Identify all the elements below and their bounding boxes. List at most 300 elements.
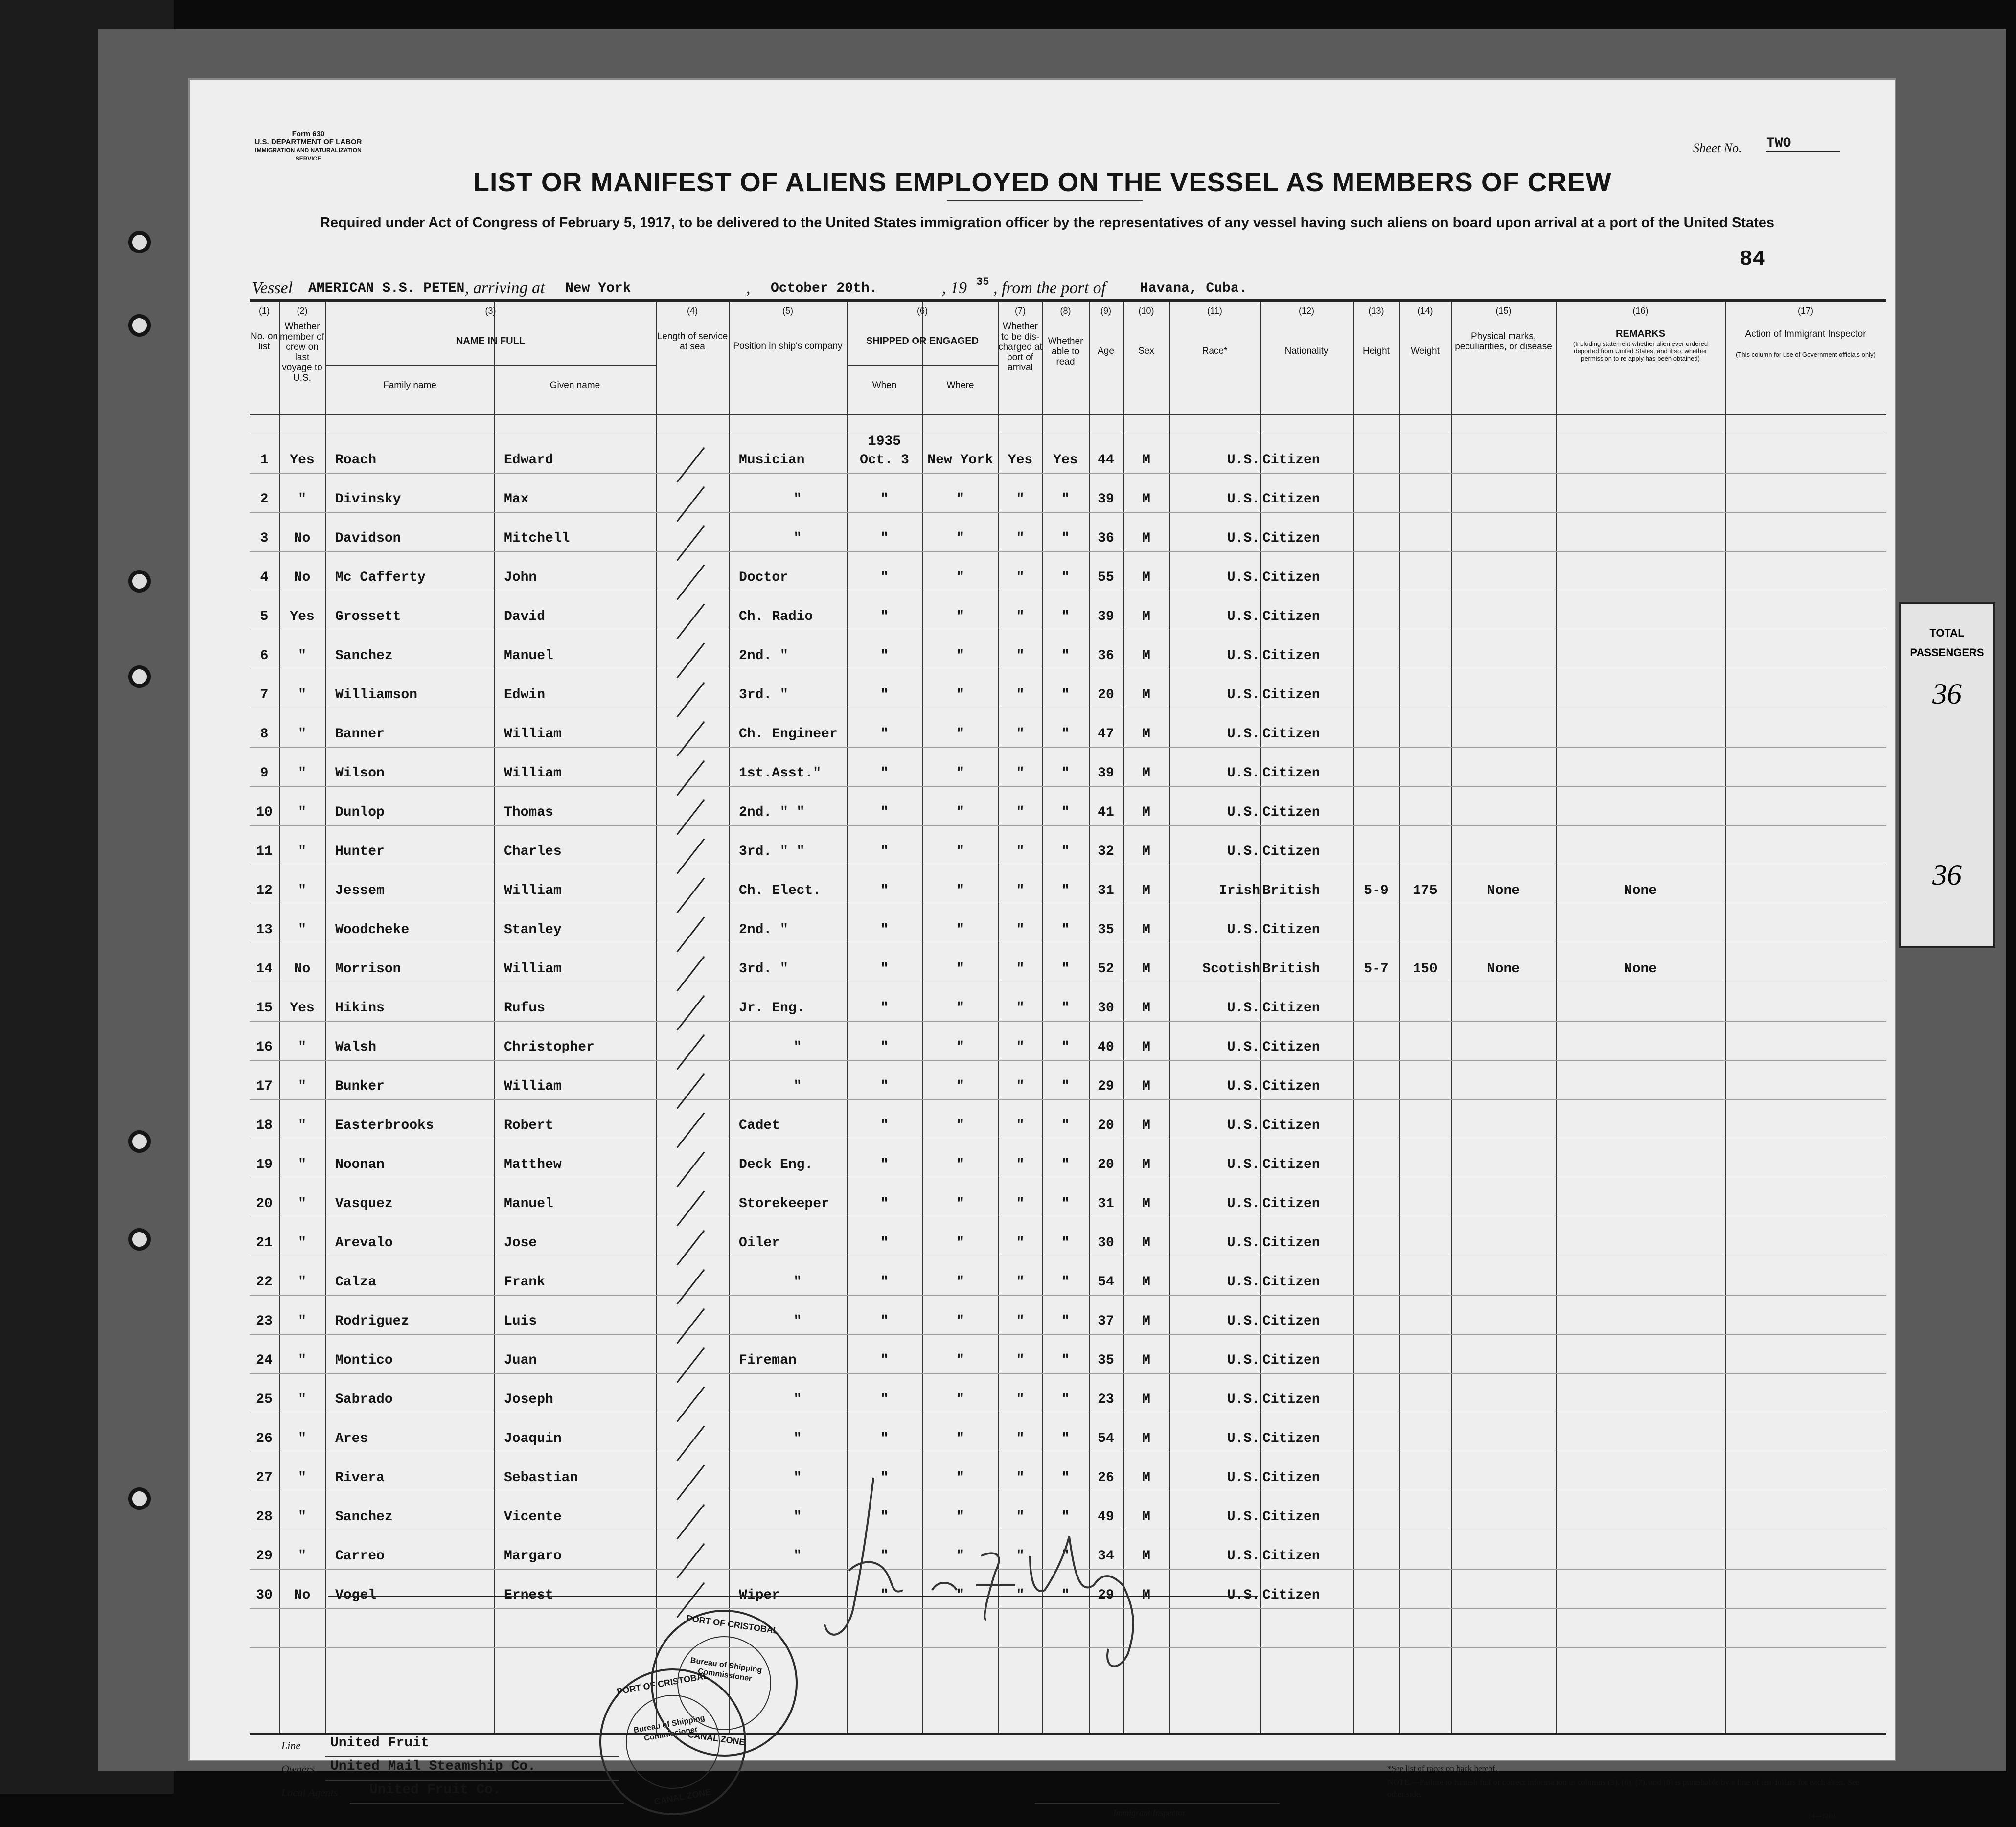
column-number: (3) <box>485 306 496 316</box>
shipped-when: " <box>880 961 889 977</box>
family-name: Hikins <box>335 1001 385 1016</box>
position: " <box>793 1314 802 1329</box>
owners-label: Owners <box>281 1763 315 1775</box>
table-row <box>250 1353 1886 1372</box>
table-row <box>250 609 1886 629</box>
position: Deck Eng. <box>739 1157 813 1172</box>
from-label: , from the port of <box>993 279 1106 297</box>
table-row <box>250 1040 1886 1059</box>
seal-ring-bottom: CANAL ZONE <box>687 1729 746 1747</box>
shipped-where: " <box>956 1118 964 1133</box>
sex: M <box>1142 1157 1150 1172</box>
table-row <box>250 1118 1886 1138</box>
sex: M <box>1142 883 1150 898</box>
family-name: Williamson <box>335 687 418 703</box>
vessel-value: AMERICAN S.S. PETEN <box>308 281 465 296</box>
age: 44 <box>1098 453 1114 468</box>
able-to-read: " <box>1061 922 1070 937</box>
discharged: " <box>1016 1001 1025 1016</box>
sex: M <box>1142 1588 1150 1603</box>
member-last-voyage: " <box>298 1509 306 1525</box>
given-name: Stanley <box>504 922 562 937</box>
row-number: 28 <box>256 1509 273 1525</box>
member-last-voyage: " <box>298 492 306 507</box>
discharged: " <box>1016 687 1025 703</box>
position: Storekeeper <box>739 1196 829 1211</box>
row-rule <box>250 1334 1886 1335</box>
length-slash-mark <box>677 1387 705 1422</box>
title-rule <box>947 200 1143 201</box>
family-name: Rodriguez <box>335 1314 410 1329</box>
row-number: 15 <box>256 1001 273 1016</box>
sex: M <box>1142 1040 1150 1055</box>
position: " <box>793 531 802 546</box>
manifest-sheet <box>188 78 1896 1820</box>
shipped-where: " <box>956 609 964 624</box>
member-last-voyage: No <box>294 531 311 546</box>
given-name: William <box>504 766 562 781</box>
arriving-value: New York <box>565 281 631 296</box>
length-slash-mark <box>677 1191 705 1227</box>
able-to-read: " <box>1061 1118 1070 1133</box>
able-to-read: " <box>1061 727 1070 742</box>
family-name: Sanchez <box>335 648 393 663</box>
row-rule <box>250 1060 1886 1061</box>
row-rule <box>250 473 1886 474</box>
age: 26 <box>1098 1470 1114 1485</box>
header-age: Age <box>1098 346 1114 356</box>
race: U.S. <box>1227 687 1260 703</box>
position: 3rd. " <box>739 687 788 703</box>
position: " <box>793 1431 802 1446</box>
table-row <box>250 1314 1886 1333</box>
shipped-where: " <box>956 1314 964 1329</box>
table-row <box>250 453 1886 472</box>
punch-hole <box>128 665 151 688</box>
family-name: Hunter <box>335 844 385 859</box>
discharged: " <box>1016 1157 1025 1172</box>
nationality: Citizen <box>1262 1588 1320 1603</box>
length-slash-mark <box>677 1230 705 1266</box>
sex: M <box>1142 1353 1150 1368</box>
row-rule <box>250 1373 1886 1374</box>
able-to-read: " <box>1061 1001 1070 1016</box>
sex: M <box>1142 727 1150 742</box>
age: 29 <box>1098 1079 1114 1094</box>
race: U.S. <box>1227 453 1260 468</box>
shipped-when: " <box>880 1549 889 1564</box>
race: U.S. <box>1227 805 1260 820</box>
member-last-voyage: " <box>298 766 306 781</box>
able-to-read: " <box>1061 1275 1070 1290</box>
shipped-when: " <box>880 1235 889 1251</box>
family-name: Mc Cafferty <box>335 570 426 585</box>
punch-hole <box>128 314 151 337</box>
service-name: IMMIGRATION AND NATURALIZATION SERVICE <box>255 147 362 162</box>
shipped-where: " <box>956 1235 964 1251</box>
header-position: Position in ship's company <box>733 341 843 351</box>
race: U.S. <box>1227 1509 1260 1525</box>
arriving-label: , arriving at <box>465 279 545 297</box>
family-name: Arevalo <box>335 1235 393 1251</box>
row-number: 5 <box>260 609 269 624</box>
member-last-voyage: " <box>298 648 306 663</box>
age: 47 <box>1098 727 1114 742</box>
member-last-voyage: " <box>298 922 306 937</box>
position: Ch. Radio <box>739 609 813 624</box>
age: 39 <box>1098 609 1114 624</box>
shipped-where: " <box>956 1196 964 1211</box>
family-name: Divinsky <box>335 492 401 507</box>
length-slash-mark <box>677 1543 705 1579</box>
header-sub-rule <box>847 365 998 366</box>
able-to-read: " <box>1061 609 1070 624</box>
row-number: 26 <box>256 1431 273 1446</box>
column-number: (16) <box>1632 306 1649 316</box>
age: 41 <box>1098 805 1114 820</box>
position: Ch. Elect. <box>739 883 822 898</box>
family-name: Sanchez <box>335 1509 393 1525</box>
sex: M <box>1142 1549 1150 1564</box>
member-last-voyage: Yes <box>290 609 315 624</box>
shipped-when: " <box>880 492 889 507</box>
given-name: Sebastian <box>504 1470 578 1485</box>
shipped-where: " <box>956 1001 964 1016</box>
able-to-read: " <box>1061 1157 1070 1172</box>
header-sub-rule <box>325 365 656 366</box>
member-last-voyage: " <box>298 1040 306 1055</box>
column-number: (10) <box>1138 306 1154 316</box>
position: 2nd. " <box>739 922 788 937</box>
sex: M <box>1142 453 1150 468</box>
race: U.S. <box>1227 648 1260 663</box>
sex: M <box>1142 1431 1150 1446</box>
length-slash-mark <box>677 917 705 953</box>
position: " <box>793 1079 802 1094</box>
race: U.S. <box>1227 727 1260 742</box>
nationality: Citizen <box>1262 1509 1320 1525</box>
length-slash-mark <box>677 682 705 718</box>
punch-hole <box>128 570 151 593</box>
race: U.S. <box>1227 1314 1260 1329</box>
nationality: Citizen <box>1262 727 1320 742</box>
form-identifier <box>252 130 365 163</box>
given-name: William <box>504 1079 562 1094</box>
race: U.S. <box>1227 1157 1260 1172</box>
line-label: Line <box>281 1739 301 1752</box>
family-name: Walsh <box>335 1040 377 1055</box>
shipped-where: " <box>956 805 964 820</box>
nationality: Citizen <box>1262 1157 1320 1172</box>
nationality: Citizen <box>1262 1040 1320 1055</box>
shipped-where: " <box>956 1549 964 1564</box>
nationality: Citizen <box>1262 1275 1320 1290</box>
able-to-read: " <box>1061 766 1070 781</box>
shipped-when: " <box>880 1509 889 1525</box>
length-slash-mark <box>677 1073 705 1109</box>
header-name-in-full: NAME IN FULL <box>456 336 526 346</box>
header-discharged: Whether to be dis-charged at port of arrival <box>998 321 1042 373</box>
able-to-read: " <box>1061 531 1070 546</box>
shipped-when: " <box>880 883 889 898</box>
able-to-read: " <box>1061 1040 1070 1055</box>
able-to-read: Yes <box>1053 453 1078 468</box>
member-last-voyage: " <box>298 1118 306 1133</box>
member-last-voyage: " <box>298 727 306 742</box>
position: Musician <box>739 453 805 468</box>
header-action-note: (This column for use of Government officials only) <box>1736 351 1876 358</box>
position: 3rd. " <box>739 961 788 977</box>
discharged: " <box>1016 1431 1025 1446</box>
nationality: Citizen <box>1262 648 1320 663</box>
shipped-when: " <box>880 1196 889 1211</box>
sex: M <box>1142 1196 1150 1211</box>
inspector-signature <box>820 1458 1162 1678</box>
family-name: Vasquez <box>335 1196 393 1211</box>
column-number: (7) <box>1015 306 1026 316</box>
family-name: Montico <box>335 1353 393 1368</box>
nationality: Citizen <box>1262 1001 1320 1016</box>
age: 20 <box>1098 687 1114 703</box>
age: 39 <box>1098 492 1114 507</box>
punch-hole <box>128 231 151 253</box>
header-nationality: Nationality <box>1284 346 1329 356</box>
shipped-when: " <box>880 1275 889 1290</box>
shipped-where: " <box>956 883 964 898</box>
line-underline <box>325 1756 619 1757</box>
sex: M <box>1142 1314 1150 1329</box>
member-last-voyage: " <box>298 1235 306 1251</box>
given-name: Vicente <box>504 1509 562 1525</box>
member-last-voyage: " <box>298 844 306 859</box>
from-value: Havana, Cuba. <box>1140 281 1247 296</box>
discharged: " <box>1016 1118 1025 1133</box>
position: 2nd. " <box>739 648 788 663</box>
length-slash-mark <box>677 799 705 835</box>
table-row <box>250 1079 1886 1098</box>
seal-ring-bottom: CANAL ZONE <box>653 1787 712 1807</box>
member-last-voyage: " <box>298 1431 306 1446</box>
family-name: Ares <box>335 1431 368 1446</box>
age: 55 <box>1098 570 1114 585</box>
age: 39 <box>1098 766 1114 781</box>
position: " <box>793 1549 802 1564</box>
family-name: Rivera <box>335 1470 385 1485</box>
discharged: " <box>1016 531 1025 546</box>
able-to-read: " <box>1061 961 1070 977</box>
age: 35 <box>1098 922 1114 937</box>
member-last-voyage: Yes <box>290 453 315 468</box>
age: 30 <box>1098 1001 1114 1016</box>
discharged: " <box>1016 1314 1025 1329</box>
shipped-when: " <box>880 570 889 585</box>
family-name: Woodcheke <box>335 922 410 937</box>
discharged: " <box>1016 1353 1025 1368</box>
member-last-voyage: No <box>294 1588 311 1603</box>
sex: M <box>1142 961 1150 977</box>
length-slash-mark <box>677 1465 705 1501</box>
remarks: None <box>1624 883 1657 898</box>
able-to-read: " <box>1061 1079 1070 1094</box>
table-row <box>250 961 1886 981</box>
family-name: Carreo <box>335 1549 385 1564</box>
able-to-read: " <box>1061 805 1070 820</box>
column-number: (11) <box>1207 306 1222 316</box>
sex: M <box>1142 1118 1150 1133</box>
total-passengers-label: TOTAL PASSENGERS <box>1910 627 1984 659</box>
table-row <box>250 570 1886 590</box>
row-rule <box>250 747 1886 748</box>
row-number: 23 <box>256 1314 273 1329</box>
row-number: 11 <box>256 844 273 859</box>
given-name: Frank <box>504 1275 546 1290</box>
shipped-where: " <box>956 1353 964 1368</box>
column-number: (9) <box>1100 306 1111 316</box>
column-number: (8) <box>1060 306 1071 316</box>
age: 23 <box>1098 1392 1114 1407</box>
given-name: Robert <box>504 1118 553 1133</box>
nationality: Citizen <box>1262 1431 1320 1446</box>
able-to-read: " <box>1061 648 1070 663</box>
family-name: Noonan <box>335 1157 385 1172</box>
table-row <box>250 1235 1886 1255</box>
shipped-when: " <box>880 1001 889 1016</box>
sex: M <box>1142 492 1150 507</box>
shipped-when: " <box>880 609 889 624</box>
able-to-read: " <box>1061 1470 1070 1485</box>
table-row <box>250 727 1886 746</box>
discharged: " <box>1016 883 1025 898</box>
given-name: Manuel <box>504 648 553 663</box>
shipped-when: " <box>880 648 889 663</box>
discharged: " <box>1016 1588 1025 1603</box>
table-row <box>250 1275 1886 1294</box>
shipped-where: " <box>956 648 964 663</box>
header-given-name: Given name <box>550 380 600 390</box>
sex: M <box>1142 1001 1150 1016</box>
shipped-when: " <box>880 1470 889 1485</box>
able-to-read: " <box>1061 1509 1070 1525</box>
age: 32 <box>1098 844 1114 859</box>
discharged: " <box>1016 727 1025 742</box>
member-last-voyage: " <box>298 1314 306 1329</box>
sex: M <box>1142 1275 1150 1290</box>
family-name: Jessem <box>335 883 385 898</box>
nationality: Citizen <box>1262 531 1320 546</box>
length-slash-mark <box>677 1426 705 1462</box>
table-row <box>250 805 1886 824</box>
shipped-where: " <box>956 844 964 859</box>
length-slash-mark <box>677 1152 705 1188</box>
able-to-read: " <box>1061 687 1070 703</box>
weight: 150 <box>1413 961 1438 977</box>
header-member-last-voyage: Whether member of crew on last voyage to U.S. <box>280 321 324 383</box>
agents-underline <box>350 1803 624 1804</box>
shipped-where: " <box>956 531 964 546</box>
inspector-underline <box>1035 1803 1280 1804</box>
member-last-voyage: No <box>294 961 311 977</box>
member-last-voyage: Yes <box>290 1001 315 1016</box>
seal-center: Bureau of Shipping Commissioner <box>633 1714 706 1743</box>
race: Scotish <box>1202 961 1260 977</box>
year-value: 35 <box>976 276 989 288</box>
position: " <box>793 1040 802 1055</box>
weight: 175 <box>1413 883 1438 898</box>
nationality: British <box>1262 961 1320 977</box>
able-to-read: " <box>1061 1235 1070 1251</box>
age: 40 <box>1098 1040 1114 1055</box>
age: 35 <box>1098 1353 1114 1368</box>
year-prefix: , 19 <box>942 279 967 297</box>
row-rule <box>250 825 1886 826</box>
discharged: " <box>1016 922 1025 937</box>
given-name: William <box>504 883 562 898</box>
shipped-where: " <box>956 1040 964 1055</box>
race: U.S. <box>1227 922 1260 937</box>
race: U.S. <box>1227 609 1260 624</box>
shipped-when: " <box>880 1314 889 1329</box>
position: 1st.Asst." <box>739 766 822 781</box>
sex: M <box>1142 687 1150 703</box>
sex: M <box>1142 609 1150 624</box>
member-last-voyage: " <box>298 1157 306 1172</box>
row-number: 16 <box>256 1040 273 1055</box>
row-rule <box>250 1295 1886 1296</box>
nationality: Citizen <box>1262 1079 1320 1094</box>
able-to-read: " <box>1061 1392 1070 1407</box>
table-row <box>250 922 1886 942</box>
sex: M <box>1142 1235 1150 1251</box>
column-number: (14) <box>1417 306 1433 316</box>
given-name: Joseph <box>504 1392 553 1407</box>
nationality: Citizen <box>1262 453 1320 468</box>
seal-ring-top: PORT OF CRISTOBAL <box>616 1670 710 1697</box>
given-name: Ernest <box>504 1588 553 1603</box>
family-name: Roach <box>335 453 377 468</box>
race: U.S. <box>1227 570 1260 585</box>
age: 36 <box>1098 648 1114 663</box>
position: Ch. Engineer <box>739 727 838 742</box>
sheet-value: TWO <box>1766 136 1840 152</box>
race: U.S. <box>1227 1431 1260 1446</box>
row-number: 13 <box>256 922 273 937</box>
header-physical-marks: Physical marks, peculiarities, or disease <box>1455 331 1552 352</box>
given-name: Rufus <box>504 1001 546 1016</box>
length-slash-mark <box>677 1504 705 1540</box>
shipped-when: " <box>880 1079 889 1094</box>
family-name: Dunlop <box>335 805 385 820</box>
table-row <box>250 883 1886 903</box>
age: 31 <box>1098 1196 1114 1211</box>
inspector-label: Immigrant Inspector. <box>1113 1808 1187 1818</box>
header-length-service: Length of service at sea <box>657 331 728 352</box>
discharged: " <box>1016 844 1025 859</box>
column-number: (6) <box>917 306 928 316</box>
member-last-voyage: " <box>298 1079 306 1094</box>
nationality: Citizen <box>1262 766 1320 781</box>
length-slash-mark <box>677 1113 705 1148</box>
row-number: 1 <box>260 453 269 468</box>
discharged: " <box>1016 648 1025 663</box>
member-last-voyage: " <box>298 805 306 820</box>
nationality: Citizen <box>1262 687 1320 703</box>
sex: M <box>1142 766 1150 781</box>
row-number: 6 <box>260 648 269 663</box>
race: U.S. <box>1227 1118 1260 1133</box>
member-last-voyage: " <box>298 883 306 898</box>
length-slash-mark <box>677 447 705 483</box>
nationality: British <box>1262 883 1320 898</box>
